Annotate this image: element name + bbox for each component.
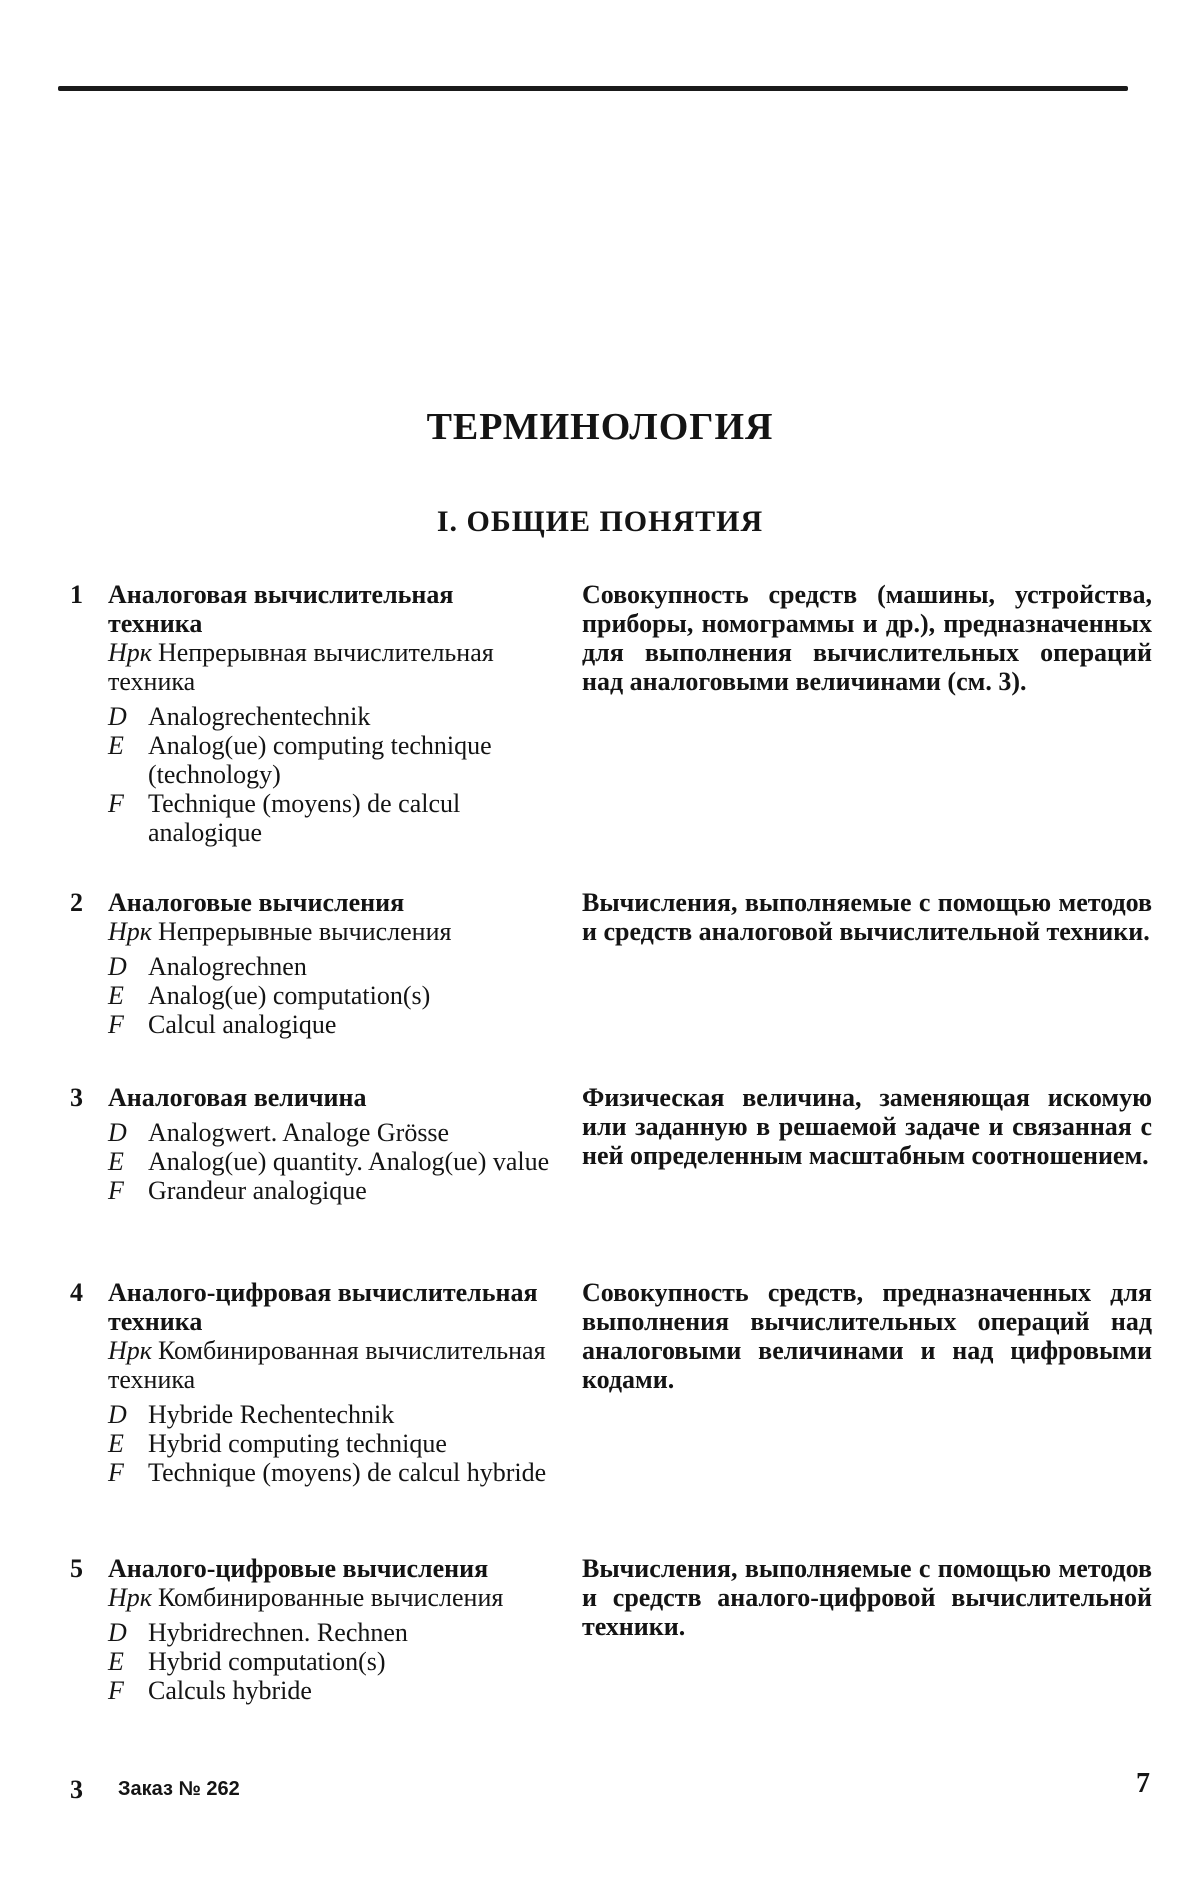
equivalent-en: E Hybrid computing technique	[108, 1429, 447, 1458]
synonym-tag: Нрк	[108, 917, 152, 946]
synonym-text: Комбинированные вычисления	[157, 1583, 504, 1612]
page-number: 7	[1136, 1768, 1150, 1799]
equivalent-fr: F Technique (moyens) de calcul analogique	[108, 789, 461, 847]
entry-number: 5	[70, 1554, 83, 1583]
definition: Физическая величина, заменяющая искомую или заданную в решаемой задаче и связанная с ней определенным масштабным соотношением.	[582, 1083, 1152, 1170]
term-name: Аналоговая величина	[108, 1083, 367, 1112]
term-column	[70, 1278, 550, 1487]
synonym	[108, 1583, 550, 1612]
synonym-tag: Нрк	[108, 1336, 152, 1365]
synonym-tag: Нрк	[108, 638, 152, 667]
entry-number: 1	[70, 580, 83, 609]
synonym	[108, 917, 550, 946]
term-column	[70, 1554, 550, 1705]
equivalent-en: E Analog(ue) quantity. Analog(ue) value	[108, 1147, 550, 1176]
section-title: I. ОБЩИЕ ПОНЯТИЯ	[436, 505, 764, 538]
equivalent-fr: F Grandeur analogique	[108, 1176, 367, 1205]
page-title: ТЕРМИНОЛОГИЯ	[426, 406, 774, 448]
term-column	[70, 1083, 550, 1205]
entry-number: 4	[70, 1278, 83, 1307]
equivalent-de: D Hybride Rechentechnik	[108, 1400, 395, 1429]
print-order: Заказ № 262	[118, 1778, 240, 1800]
equivalent-fr: F Calculs hybride	[108, 1676, 312, 1705]
term-name: Аналого-цифровые вычисления	[108, 1554, 489, 1583]
term-column	[70, 580, 550, 847]
term-name: Аналоговая вычислительная техника	[108, 580, 454, 638]
term-name: Аналоговые вычисления	[108, 888, 405, 917]
equivalent-en: E Hybrid computation(s)	[108, 1647, 386, 1676]
synonym-text: Непрерывные вычисления	[157, 917, 452, 946]
equivalent-de: D Analogwert. Analoge Grösse	[108, 1118, 450, 1147]
entry-number: 3	[70, 1083, 83, 1112]
entry-number: 2	[70, 888, 83, 917]
top-rule	[58, 86, 1128, 91]
equivalent-fr: F Calcul analogique	[108, 1010, 337, 1039]
synonym-text: Комбинированная вычислительная техника	[108, 1336, 546, 1394]
equivalent-de: D Analogrechnen	[108, 952, 307, 981]
equivalent-de: D Analogrechentechnik	[108, 702, 371, 731]
definition: Вычисления, выполняемые с помощью методов и средств аналоговой вычислительной техники.	[582, 888, 1152, 946]
term-column	[70, 888, 550, 1039]
definition: Совокупность средств (машины, устройства, приборы, номограммы и др.), предназначенных для выполнения вычислительных операций над аналоговыми величинами (см. 3).	[582, 580, 1152, 696]
term-name: Аналого-цифровая вычислительная техника	[108, 1278, 538, 1336]
synonym	[108, 638, 550, 696]
definition: Вычисления, выполняемые с помощью методов и средств аналого-цифровой вычислительной техники.	[582, 1554, 1152, 1641]
synonym-tag: Нрк	[108, 1583, 152, 1612]
synonym-text: Непрерывная вычислительная техника	[108, 638, 494, 696]
equivalent-de: D Hybridrechnen. Rechnen	[108, 1618, 408, 1647]
synonym	[108, 1336, 550, 1394]
signature-mark: 3	[70, 1775, 83, 1804]
equivalent-en: E Analog(ue) computing technique (technology)	[108, 731, 492, 789]
equivalent-en: E Analog(ue) computation(s)	[108, 981, 431, 1010]
definition: Совокупность средств, предназначенных для выполнения вычислительных операций над аналоговыми величинами и над цифровыми кодами.	[582, 1278, 1152, 1394]
equivalent-fr: F Technique (moyens) de calcul hybride	[108, 1458, 547, 1487]
